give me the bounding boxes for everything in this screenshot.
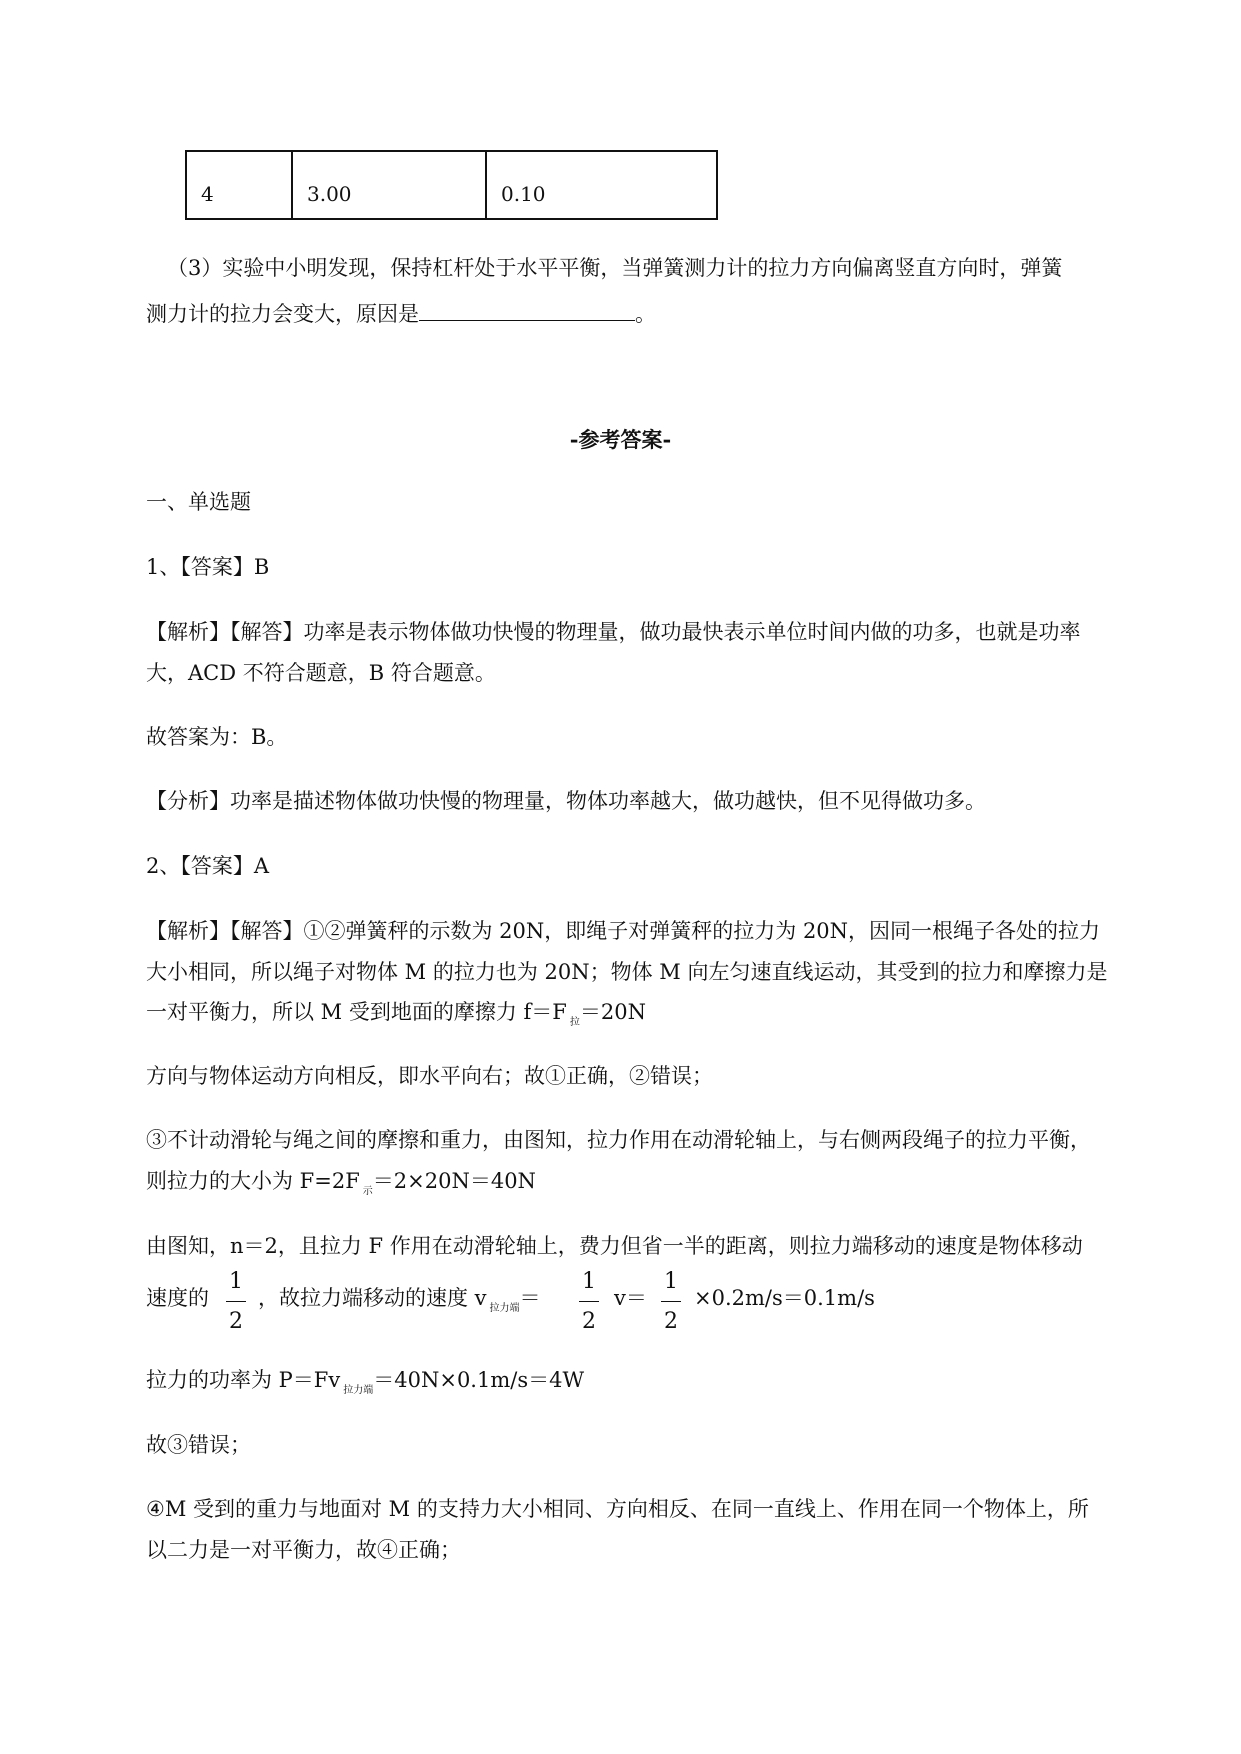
data-table	[185, 150, 718, 220]
q2-p4-result: ×0.2m/s＝0.1m/s	[694, 1286, 875, 1310]
q2-p4-v-equals: v＝	[614, 1286, 647, 1310]
q2-p3-line2	[146, 1169, 536, 1197]
q2-p3-line2-text: 则拉力的大小为 F=2F	[146, 1169, 360, 1193]
q2-analysis-line3-value: ＝20N	[579, 1000, 646, 1024]
q2-power	[146, 1368, 585, 1396]
fraction-half	[226, 1271, 246, 1333]
fraction-bar	[661, 1301, 681, 1302]
subscript: 拉	[569, 1017, 580, 1028]
q2-analysis-line2: 大小相同，所以绳子对物体 M 的拉力也为 20N；物体 M 向左匀速直线运动，其受到的拉力和摩擦力是	[146, 960, 1108, 984]
q2-p4-line1: 由图知，n＝2，且拉力 F 作用在动滑轮轴上，费力但省一半的距离，则拉力端移动的速度是物体移动	[146, 1234, 1083, 1258]
table-cell: 4	[186, 151, 292, 219]
fraction-half	[661, 1271, 681, 1333]
q1-conclusion: 故答案为：B。	[146, 725, 288, 749]
section-heading: 一、单选题	[146, 490, 251, 514]
q2-analysis-line3	[146, 1000, 646, 1028]
fraction-numerator: 1	[229, 1269, 243, 1294]
subscript: 示	[362, 1186, 373, 1197]
subscript: 拉力端	[343, 1385, 374, 1396]
q1-explain: 【分析】功率是描述物体做功快慢的物理量，物体功率越大，做功越快，但不见得做功多。	[146, 789, 986, 813]
q2-analysis-line1: 【解析】【解答】①②弹簧秤的示数为 20N，即绳子对弹簧秤的拉力为 20N，因同一根绳子各处的拉力	[146, 919, 1101, 943]
fraction-bar	[226, 1301, 246, 1302]
q2-power-text: 拉力的功率为 P＝Fv	[146, 1368, 341, 1392]
question3-line2	[146, 300, 656, 325]
table-row	[186, 151, 717, 219]
q1-analysis-line2: 大，ACD 不符合题意，B 符合题意。	[146, 661, 496, 685]
q2-p4-line2-mid	[258, 1286, 541, 1314]
fraction-numerator: 1	[582, 1269, 596, 1294]
q2-p4-velocity-text: ，故拉力端移动的速度 v	[258, 1286, 487, 1310]
answers-title: -参考答案-	[569, 427, 672, 452]
q2-p4-line2-start: 速度的	[146, 1286, 209, 1310]
fraction-numerator: 1	[664, 1269, 678, 1294]
q2-p5-line2: 以二力是一对平衡力，故④正确；	[146, 1538, 461, 1562]
q2-wrong3: 故③错误；	[146, 1433, 251, 1457]
q2-p4-equals: ＝	[519, 1286, 541, 1310]
fraction-denominator: 2	[229, 1309, 243, 1334]
q2-p5-line1: ④M 受到的重力与地面对 M 的支持力大小相同、方向相反、在同一直线上、作用在同一个物体上，所	[146, 1497, 1089, 1521]
fraction-bar	[579, 1301, 599, 1302]
q2-answer: 2、【答案】A	[146, 854, 270, 878]
q2-p3-line2-value: ＝2×20N＝40N	[372, 1169, 536, 1193]
question3-line1: （3）实验中小明发现，保持杠杆处于水平平衡，当弹簧测力计的拉力方向偏离竖直方向时，弹簧	[167, 256, 1063, 280]
question3-line2-text: 测力计的拉力会变大，原因是	[146, 302, 419, 326]
fraction-denominator: 2	[582, 1309, 596, 1334]
q1-analysis-line1: 【解析】【解答】功率是表示物体做功快慢的物理量，做功最快表示单位时间内做的功多，也就是功率	[146, 620, 1081, 644]
table-cell: 3.00	[292, 151, 486, 219]
fraction-denominator: 2	[664, 1309, 678, 1334]
fraction-half	[579, 1271, 599, 1333]
table-cell: 0.10	[486, 151, 717, 219]
q1-answer: 1、【答案】B	[146, 555, 270, 579]
q2-p3-line1: ③不计动滑轮与绳之间的摩擦和重力，由图知，拉力作用在动滑轮轴上，与右侧两段绳子的拉力平衡，	[146, 1128, 1091, 1152]
question3-line2-end: 。	[635, 302, 656, 326]
q2-direction: 方向与物体运动方向相反，即水平向右；故①正确，②错误；	[146, 1064, 713, 1088]
subscript: 拉力端	[489, 1303, 520, 1314]
answer-blank	[419, 300, 635, 321]
q2-analysis-line3-text: 一对平衡力，所以 M 受到地面的摩擦力 f＝F	[146, 1000, 567, 1024]
q2-power-value: ＝40N×0.1m/s＝4W	[373, 1368, 585, 1392]
